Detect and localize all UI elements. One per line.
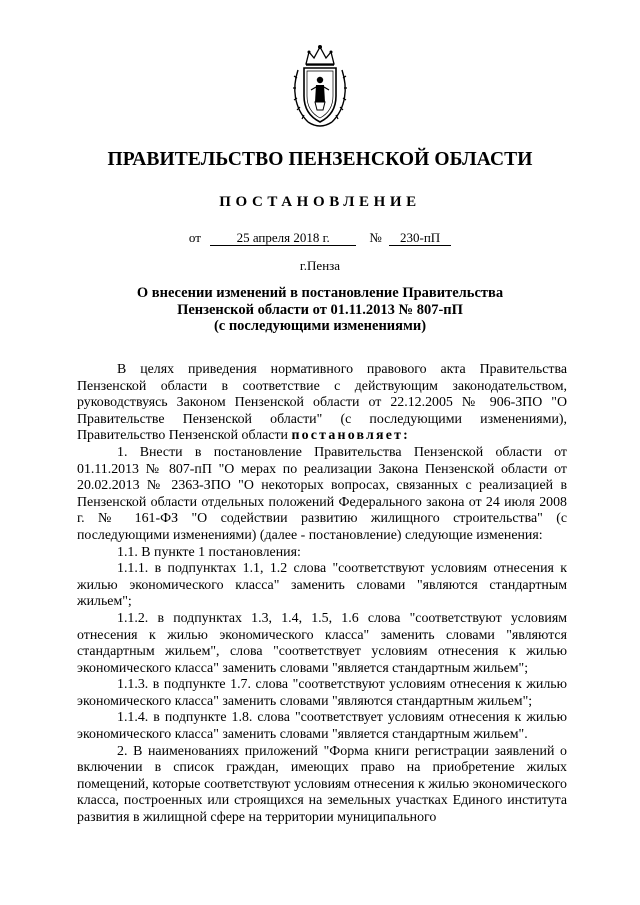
document-body bbox=[77, 362, 567, 827]
title-line: О внесении изменений в постановление Правительства bbox=[136, 285, 504, 301]
number-sign: № bbox=[369, 230, 382, 245]
paragraph-1-1-1: 1.1.1. в подпунктах 1.1, 1.2 слова "соответствуют условиям отнесения к жилью экономического класса" заменить словами "являются стандартным жильем"; bbox=[77, 561, 567, 610]
resolves-word: постановляет: bbox=[291, 428, 410, 444]
city: г.Пенза bbox=[299, 258, 341, 273]
date-prefix: от bbox=[188, 230, 201, 245]
title-line: Пензенской области от 01.11.2013 № 807-пП bbox=[177, 301, 463, 318]
date-number-line bbox=[0, 230, 640, 246]
title-line: (с последующими изменениями) bbox=[213, 318, 427, 334]
coat-of-arms-icon bbox=[292, 44, 348, 130]
paragraph-1-1: 1.1. В пункте 1 постановления: bbox=[117, 544, 301, 560]
decree-date: 25 апреля 2018 г. bbox=[210, 230, 356, 246]
document-type: ПОСТАНОВЛЕНИЕ bbox=[219, 194, 421, 210]
paragraph-1-1-3: 1.1.3. в подпункте 1.7. слова "соответствуют условиям отнесения к жилью экономического класса" заменить словами "являются стандартным жильем"; bbox=[77, 677, 567, 709]
preamble-paragraph bbox=[77, 362, 567, 445]
government-name: ПРАВИТЕЛЬСТВО ПЕНЗЕНСКОЙ ОБЛАСТИ bbox=[107, 149, 533, 170]
decree-number: 230-пП bbox=[389, 230, 451, 246]
paragraph-1-1-2: 1.1.2. в подпунктах 1.3, 1.4, 1.5, 1.6 слова "соответствуют условиям отнесения к жилью экономического класса" заменить словами "являются стандартным жильем", слова "соответствует условиям отнесения к жилью экономического класса" заменить словами "является стандартным жильем"; bbox=[77, 610, 567, 676]
paragraph-1-1-4: 1.1.4. в подпункте 1.8. слова "соответствует условиям отнесения к жилью экономического класса" заменить словами "является стандартным жильем". bbox=[77, 710, 567, 743]
paragraph-2: 2. В наименованиях приложений "Форма книги регистрации заявлений о включении в список граждан, имеющих право на приобретение жилых помещений, которые соответствуют условиям отнесения к жилью экономического класса, построенных или строящихся на земельных участках Единого института развития в жилищной сфере на территории муниципального bbox=[77, 743, 567, 826]
preamble-text: В целях приведения нормативного правового акта Правительства Пензенской области в соответствие с действующим законодательством, руководствуясь Законом Пензенской области от 22.12.2005 № 906-ЗПО "О Правительстве Пензенской области" (с последующими изменениями), Правительство Пензенской области bbox=[77, 362, 567, 444]
document-title bbox=[0, 285, 640, 335]
paragraph-1: 1. Внести в постановление Правительства Пензенской области от 01.11.2013 № 807-пП "О мерах по реализации Закона Пензенской области от 20.02.2013 № 2363-ЗПО "О некоторых вопросах, связанных с реализацией в Пензенской области отдельных положений Федерального закона от 24 июля 2008 г. № 161-ФЗ "О содействии развитию жилищного строительства" (с последующими изменениями) (далее - постановление) следующие изменения: bbox=[77, 444, 567, 543]
